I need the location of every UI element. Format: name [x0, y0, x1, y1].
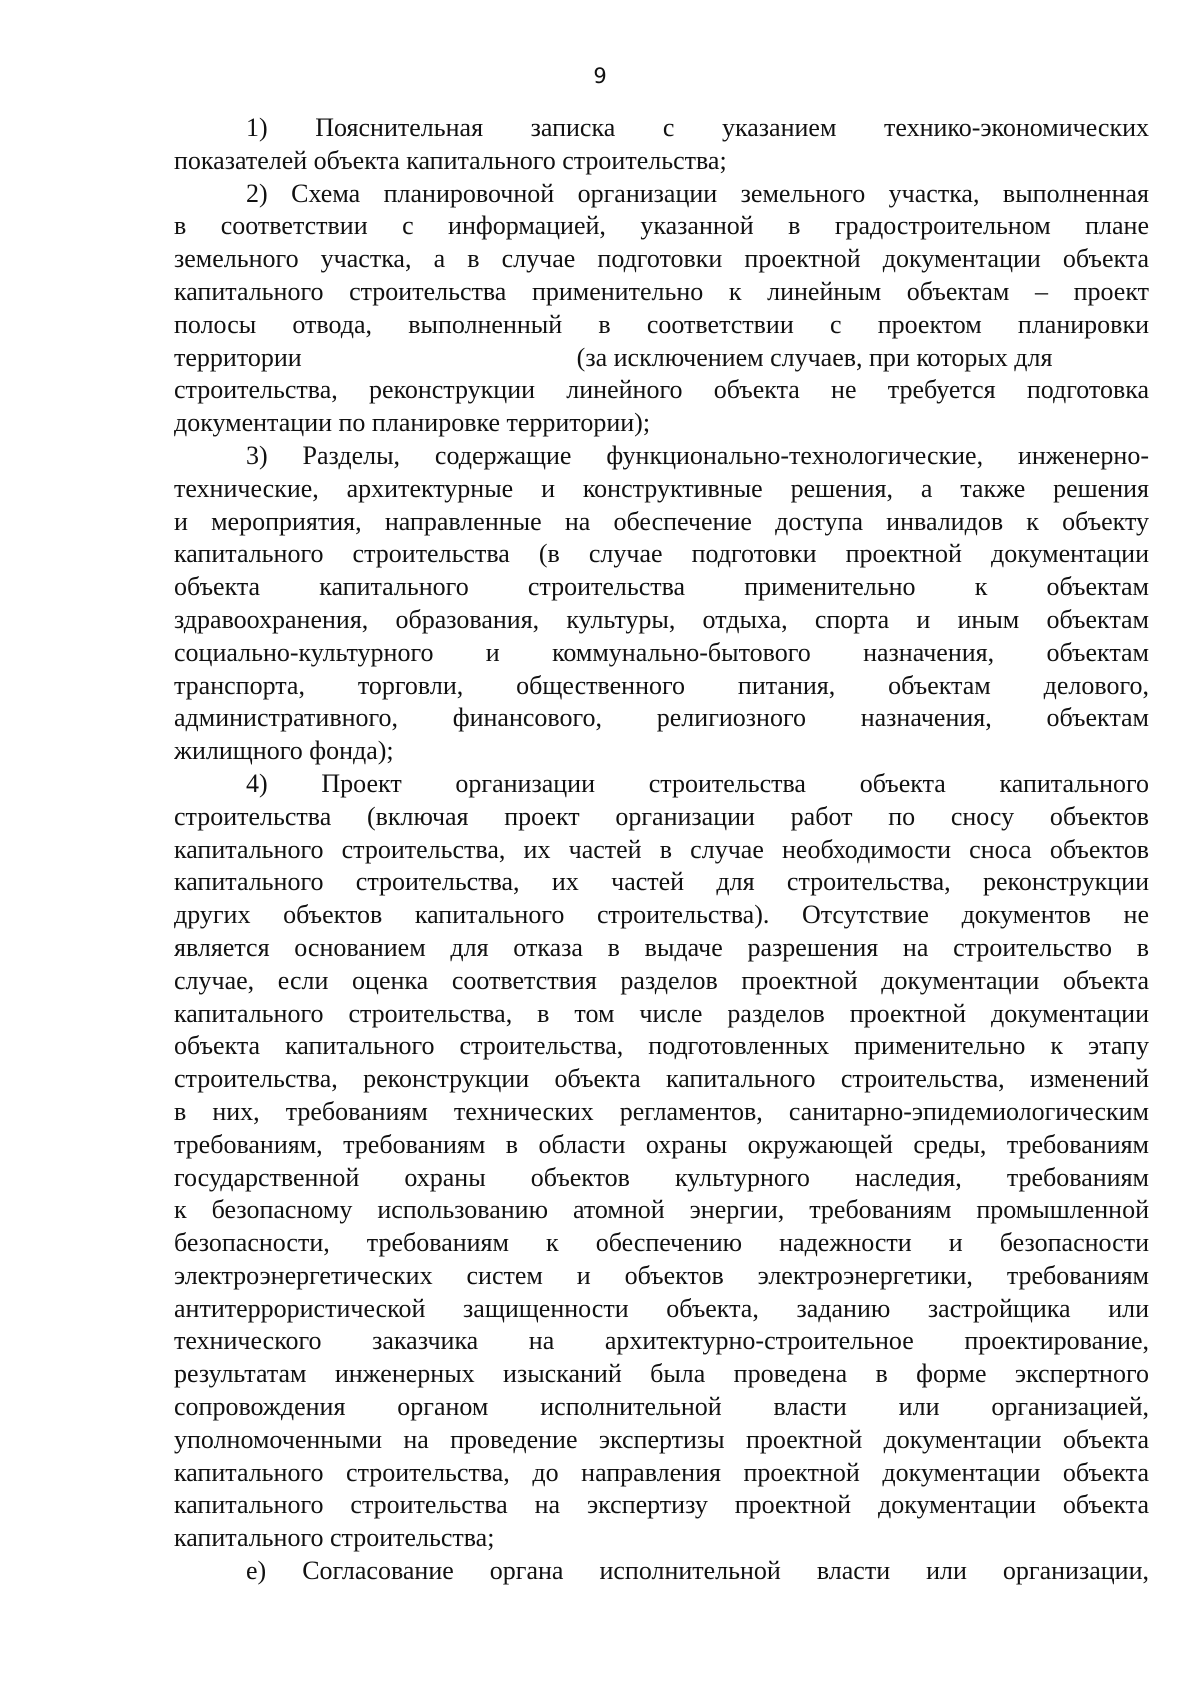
text-line: объекта капитального строительства, подготовленных применительно к этапу [174, 1031, 1149, 1061]
text-line: капитального строительства (в случае подготовки проектной документации [174, 539, 1149, 569]
text-line: здравоохранения, образования, культуры, отдыха, спорта и иным объектам [174, 604, 1149, 634]
text-line: является основанием для отказа в выдаче разрешения на строительство в [174, 932, 1149, 962]
paragraph-first-line: е) Согласование органа исполнительной власти или организации, [246, 1556, 1149, 1586]
text-line: земельного участка, а в случае подготовки проектной документации объекта [174, 244, 1149, 274]
page-number: 9 [593, 64, 607, 88]
paragraph-first-line: 3) Разделы, содержащие функционально-технологические, инженерно- [246, 440, 1149, 470]
text-line: случае, если оценка соответствия разделов проектной документации объекта [174, 965, 1149, 995]
text-line: в них, требованиям технических регламентов, санитарно-эпидемиологическим [174, 1096, 1149, 1126]
text-line: административного, финансового, религиозного назначения, объектам [174, 703, 1149, 733]
text-line: уполномоченными на проведение экспертизы проектной документации объекта [174, 1424, 1149, 1454]
text-line: социально-культурного и коммунально-бытового назначения, объектам [174, 637, 1149, 667]
text-line: полосы отвода, выполненный в соответствии с проектом планировки [174, 309, 1149, 339]
text-line: строительства, реконструкции объекта капитального строительства, изменений [174, 1064, 1149, 1094]
text-line: капитального строительства, их частей в случае необходимости сноса объектов [174, 834, 1149, 864]
text-line: требованиям, требованиям в области охраны окружающей среды, требованиям [174, 1129, 1149, 1159]
document-body [174, 112, 1149, 1588]
text-line: объекта капитального строительства применительно к объектам [174, 572, 1149, 602]
text-line [174, 342, 1149, 375]
text-line: и мероприятия, направленные на обеспечение доступа инвалидов к объекту [174, 506, 1149, 536]
text-line: капитального строительства на экспертизу проектной документации объекта [174, 1490, 1149, 1520]
text-line: строительства, реконструкции линейного объекта не требуется подготовка [174, 375, 1149, 405]
paragraph-first-line: 1) Пояснительная записка с указанием технико-экономических [246, 113, 1149, 142]
paragraph-first-line: 4) Проект организации строительства объекта капитального [246, 768, 1149, 798]
text-line: антитеррористической защищенности объекта, заданию застройщика или [174, 1293, 1149, 1323]
text-fragment: территории [174, 342, 302, 372]
text-line: капитального строительства, их частей для строительства, реконструкции [174, 867, 1149, 897]
text-line: технического заказчика на архитектурно-строительное проектирование, [174, 1326, 1149, 1356]
text-line: жилищного фонда); [174, 736, 394, 766]
text-fragment: (за исключением случаев, при которых для [576, 342, 1053, 372]
text-line: капитального строительства, до направления проектной документации объекта [174, 1457, 1149, 1487]
text-line: в соответствии с информацией, указанной в градостроительном плане [174, 211, 1149, 241]
text-line: капитального строительства применительно к линейным объектам – проект [174, 276, 1149, 306]
text-line: технические, архитектурные и конструктивные решения, а также решения [174, 473, 1149, 503]
text-line: капитального строительства; [174, 1523, 495, 1553]
text-line: безопасности, требованиям к обеспечению надежности и безопасности [174, 1228, 1149, 1258]
text-line: результатам инженерных изысканий была проведена в форме экспертного [174, 1359, 1149, 1389]
text-line: других объектов капитального строительства). Отсутствие документов не [174, 900, 1149, 930]
text-line: государственной охраны объектов культурного наследия, требованиям [174, 1162, 1149, 1192]
text-line: показателей объекта капитального строительства; [174, 145, 727, 175]
text-line: транспорта, торговли, общественного питания, объектам делового, [174, 670, 1149, 700]
text-line: сопровождения органом исполнительной власти или организацией, [174, 1392, 1149, 1422]
text-line: строительства (включая проект организации работ по сносу объектов [174, 801, 1149, 831]
text-line: электроэнергетических систем и объектов электроэнергетики, требованиям [174, 1260, 1149, 1290]
text-line: документации по планировке территории); [174, 408, 651, 438]
paragraph-first-line: 2) Схема планировочной организации земельного участка, выполненная [246, 178, 1149, 208]
text-line: капитального строительства, в том числе разделов проектной документации [174, 998, 1149, 1028]
text-line: к безопасному использованию атомной энергии, требованиям промышленной [174, 1195, 1149, 1225]
